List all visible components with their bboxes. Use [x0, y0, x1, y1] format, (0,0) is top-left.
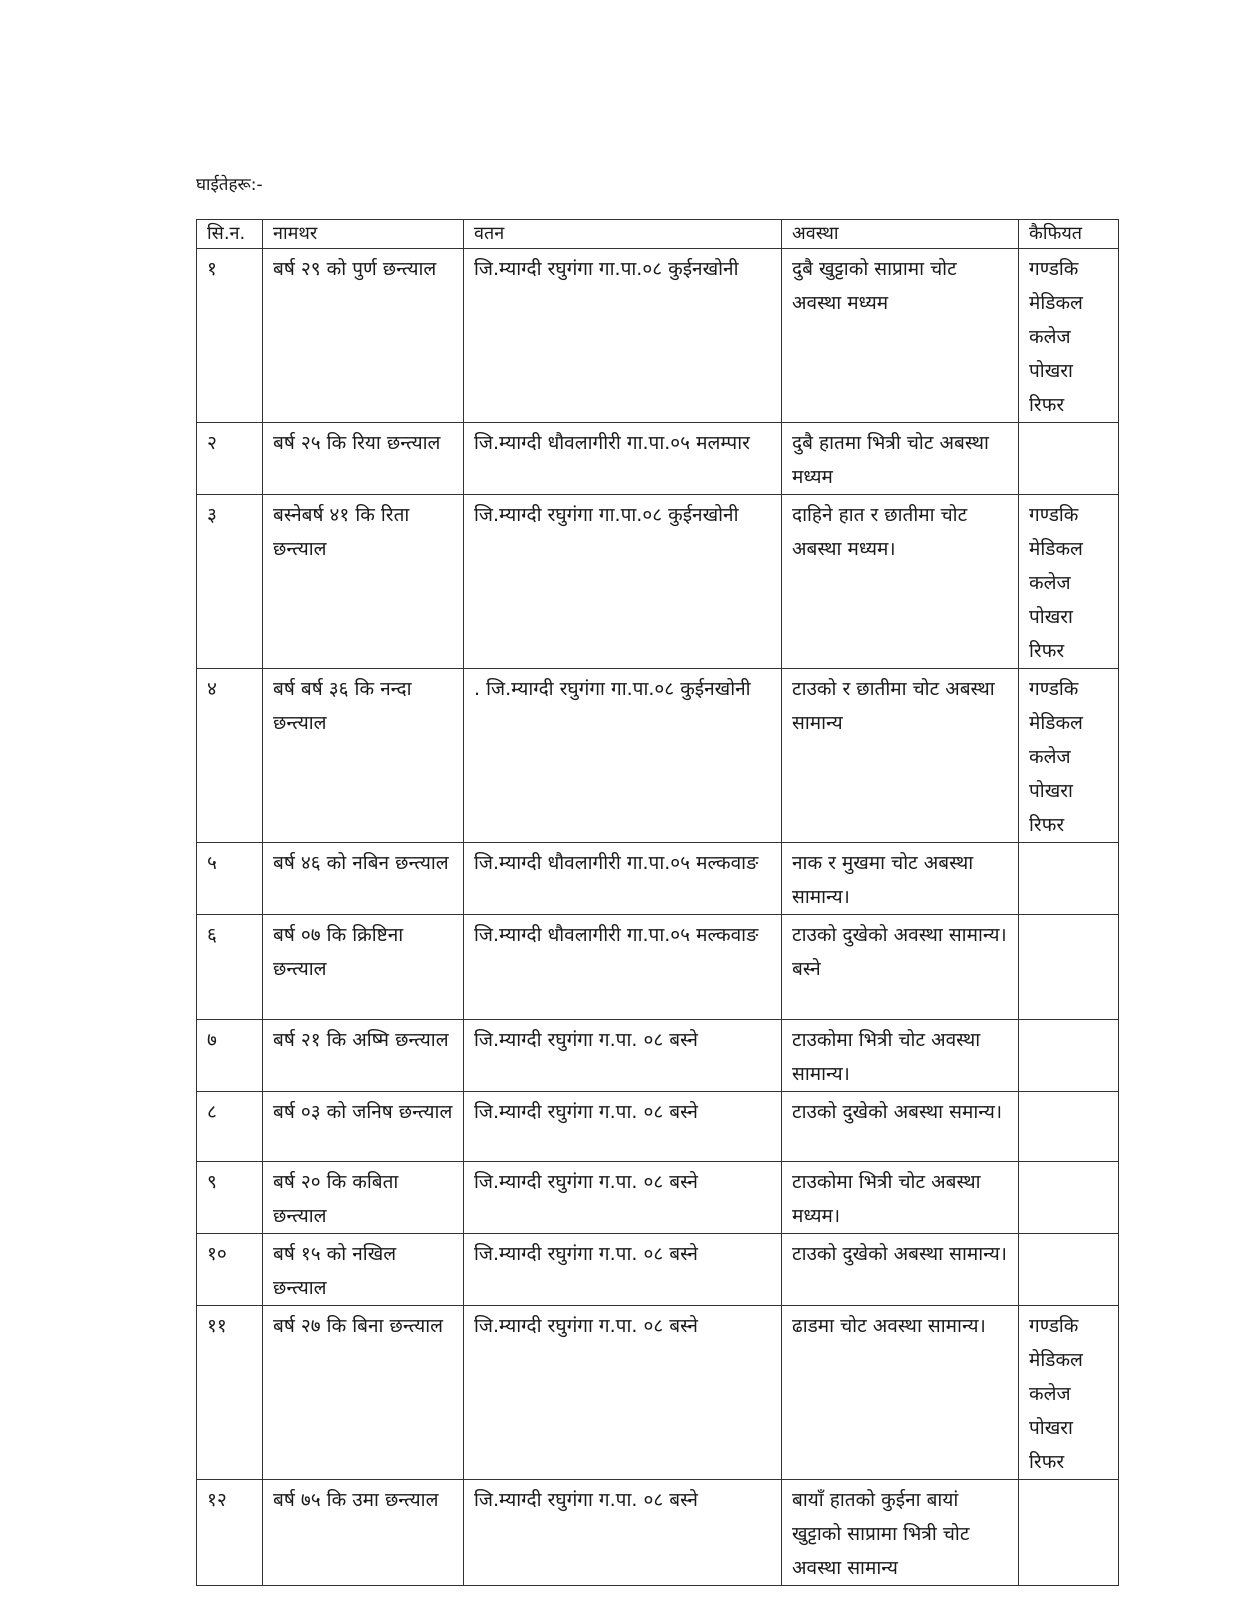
table-row — [197, 495, 1119, 669]
cell-remark — [1019, 915, 1119, 1020]
cell-address: जि.म्याग्दी रघुगंगा ग.पा. ०८ बस्ने — [464, 1306, 782, 1480]
cell-name: बर्ष २० कि कबिता छन्त्याल — [263, 1162, 464, 1234]
cell-condition: टाउकोमा भित्री चोट अवस्था सामान्य। — [782, 1020, 1019, 1092]
cell-name: बर्ष २९ को पुर्ण छन्त्याल — [263, 249, 464, 423]
table-row — [197, 249, 1119, 423]
table-row — [197, 1092, 1119, 1162]
cell-condition: टाउकोमा भित्री चोट अबस्था मध्यम। — [782, 1162, 1019, 1234]
cell-sn: ४ — [197, 669, 263, 843]
table-row — [197, 843, 1119, 915]
header-condition: अवस्था — [782, 220, 1019, 249]
cell-address: जि.म्याग्दी धौवलागीरी गा.पा.०५ मल्कवाङ — [464, 843, 782, 915]
cell-condition: दुबै हातमा भित्री चोट अबस्था मध्यम — [782, 423, 1019, 495]
table-row — [197, 915, 1119, 1020]
cell-sn: ३ — [197, 495, 263, 669]
cell-remark — [1019, 1234, 1119, 1306]
cell-remark: गण्डकि मेडिकल कलेज पोखरा रिफर — [1019, 495, 1119, 669]
cell-address: जि.म्याग्दी रघुगंगा ग.पा. ०८ बस्ने — [464, 1162, 782, 1234]
cell-name: बर्ष २१ कि अष्मि छन्त्याल — [263, 1020, 464, 1092]
cell-condition: टाउको दुखेको अबस्था समान्य। — [782, 1092, 1019, 1162]
cell-remark — [1019, 1162, 1119, 1234]
cell-address: जि.म्याग्दी रघुगंगा गा.पा.०८ कुईनखोनी — [464, 249, 782, 423]
cell-address: जि.म्याग्दी रघुगंगा गा.पा.०८ कुईनखोनी — [464, 495, 782, 669]
cell-name: बर्ष बर्ष ३६ कि नन्दा छन्त्याल — [263, 669, 464, 843]
cell-remark: गण्डकि मेडिकल कलेज पोखरा रिफर — [1019, 1306, 1119, 1480]
injured-table — [196, 219, 1119, 1586]
cell-sn: २ — [197, 423, 263, 495]
header-remark: कैफियत — [1019, 220, 1119, 249]
cell-condition: टाउको दुखेको अबस्था सामान्य। — [782, 1234, 1019, 1306]
cell-condition: नाक र मुखमा चोट अबस्था सामान्य। — [782, 843, 1019, 915]
cell-sn: १२ — [197, 1480, 263, 1586]
cell-address: जि.म्याग्दी रघुगंगा ग.पा. ०८ बस्ने — [464, 1480, 782, 1586]
cell-remark: गण्डकि मेडिकल कलेज पोखरा रिफर — [1019, 669, 1119, 843]
cell-condition: टाउको दुखेको अवस्था सामान्य। बस्ने — [782, 915, 1019, 1020]
cell-address: जि.म्याग्दी रघुगंगा ग.पा. ०८ बस्ने — [464, 1234, 782, 1306]
cell-remark: गण्डकि मेडिकल कलेज पोखरा रिफर — [1019, 249, 1119, 423]
table-header-row — [197, 220, 1119, 249]
header-address: वतन — [464, 220, 782, 249]
cell-sn: ८ — [197, 1092, 263, 1162]
table-row — [197, 1162, 1119, 1234]
page-heading: घाईतेहरू:- — [196, 175, 263, 195]
cell-name: बर्ष ०३ को जनिष छन्त्याल — [263, 1092, 464, 1162]
cell-sn: ७ — [197, 1020, 263, 1092]
cell-name: बर्ष १५ को नखिल छन्त्याल — [263, 1234, 464, 1306]
cell-condition: टाउको र छातीमा चोट अबस्था सामान्य — [782, 669, 1019, 843]
cell-name: बर्ष ४६ को नबिन छन्त्याल — [263, 843, 464, 915]
cell-address: जि.म्याग्दी रघुगंगा ग.पा. ०८ बस्ने — [464, 1092, 782, 1162]
cell-address: जि.म्याग्दी धौवलागीरी गा.पा.०५ मलम्पार — [464, 423, 782, 495]
cell-sn: ५ — [197, 843, 263, 915]
cell-condition: दाहिने हात र छातीमा चोट अबस्था मध्यम। — [782, 495, 1019, 669]
cell-sn: १० — [197, 1234, 263, 1306]
cell-remark — [1019, 1480, 1119, 1586]
cell-remark — [1019, 843, 1119, 915]
cell-remark — [1019, 1092, 1119, 1162]
cell-condition: बायाँ हातको कुईना बायां खुट्टाको साप्रामा भित्री चोट अवस्था सामान्य — [782, 1480, 1019, 1586]
cell-address: जि.म्याग्दी रघुगंगा ग.पा. ०८ बस्ने — [464, 1020, 782, 1092]
cell-sn: ६ — [197, 915, 263, 1020]
header-name: नामथर — [263, 220, 464, 249]
cell-address: जि.म्याग्दी धौवलागीरी गा.पा.०५ मल्कवाङ — [464, 915, 782, 1020]
cell-condition: दुबै खुट्टाको साप्रामा चोट अवस्था मध्यम — [782, 249, 1019, 423]
cell-remark — [1019, 423, 1119, 495]
table-row — [197, 669, 1119, 843]
cell-name: बर्ष ०७ कि क्रिष्टिना छन्त्याल — [263, 915, 464, 1020]
cell-name: बस्नेबर्ष ४१ कि रिता छन्त्याल — [263, 495, 464, 669]
table-row — [197, 1020, 1119, 1092]
table-row — [197, 423, 1119, 495]
cell-name: बर्ष ७५ कि उमा छन्त्याल — [263, 1480, 464, 1586]
table-row — [197, 1306, 1119, 1480]
cell-name: बर्ष २५ कि रिया छन्त्याल — [263, 423, 464, 495]
table-row — [197, 1234, 1119, 1306]
cell-condition: ढाडमा चोट अवस्था सामान्य। — [782, 1306, 1019, 1480]
cell-address: . जि.म्याग्दी रघुगंगा गा.पा.०८ कुईनखोनी — [464, 669, 782, 843]
cell-name: बर्ष २७ कि बिना छन्त्याल — [263, 1306, 464, 1480]
header-sn: सि.न. — [197, 220, 263, 249]
cell-sn: १ — [197, 249, 263, 423]
table-row — [197, 1480, 1119, 1586]
cell-sn: ९ — [197, 1162, 263, 1234]
cell-remark — [1019, 1020, 1119, 1092]
cell-sn: ११ — [197, 1306, 263, 1480]
